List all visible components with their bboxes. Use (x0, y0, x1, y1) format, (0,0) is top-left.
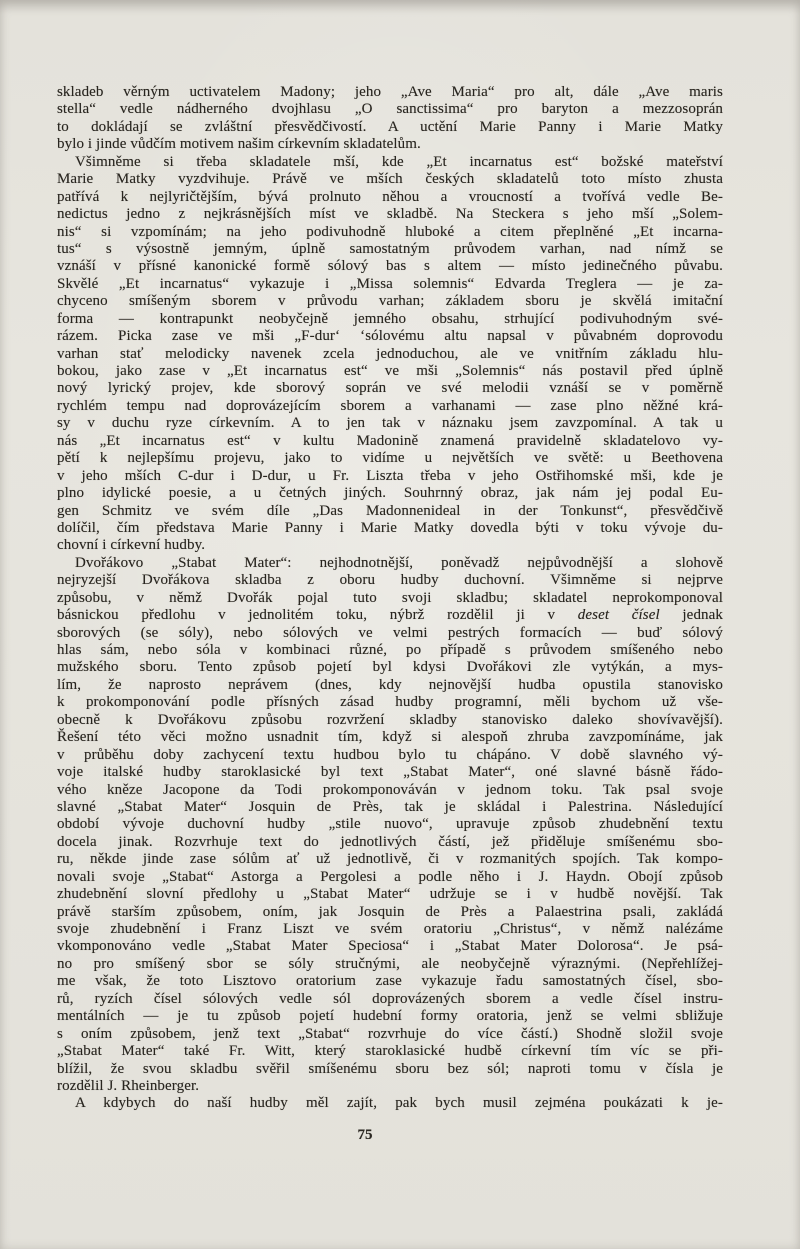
text-line: pětí k nejlepšímu projevu, jako to vidíme u největších ve světě: u Beethovena (57, 450, 723, 467)
text-line: ru, někde jinde zase sólům ať už jednotlivě, či v rozmanitých spojích. Tak kompo- (57, 851, 723, 868)
text-line: mužského sboru. Tento způsob pojetí byl kdysi Dvořákovi zle vytýkán, a mys- (57, 659, 723, 676)
text-line: gen Schmitz ve svém díle „Das Madonnenideal in der Tonkunst“, přesvědčivě (57, 502, 723, 519)
text-line: plno idylické poesie, a u četných jiných. Souhrnný obraz, jak nám jej podal Eu- (57, 485, 723, 502)
text-line: me však, že toto Lisztovo oratorium zase vykazuje řadu samostatných čísel, sbo- (57, 973, 723, 990)
text-line: s oním způsobem, jenž text „Stabat“ rozvrhuje do více částí.) Shodně složil svoje (57, 1025, 723, 1042)
text-line: novali svoje „Stabat“ Astorga a Pergolesi a podle něho i J. Haydn. Obojí způsob (57, 868, 723, 885)
text-line: nový lyrický projev, kde sborový soprán ve své melodii vznáší se v poměrně (57, 380, 723, 397)
text-line: rázem. Picka zase ve mši „F-dur‘ ‘sólovému altu napsal v půvabném doprovodu (57, 328, 723, 345)
text-line: hlas sám, nebo sóla v kombinaci různé, po případě s průvodem smíšeného nebo (57, 642, 723, 658)
text-line: Marie Matky vyzdvihuje. Právě ve mších českých skladatelů toto místo zhusta (57, 171, 723, 188)
text-line: nejryzejší Dvořákova skladba z oboru hudby duchovní. Všimněme si nejprve (57, 572, 723, 589)
text-line: tus“ s výsostně jemným, úplně samostatným průvodem varhan, nad nímž se (57, 240, 723, 257)
text-line: svoje zhudebnění i Franz Liszt ve svém oratoriu „Christus“, v němž nalézáme (57, 921, 723, 937)
text-line: způsobu, v němž Dvořák pojal tuto svoji skladbu; skladatel neprokomponoval (57, 589, 723, 606)
text-line: bylo i jinde vůdčím motivem našim církevním skladatelům. (57, 136, 421, 153)
text-line: skladeb věrným uctivatelem Madony; jeho „Ave Maria“ pro alt, dále „Ave maris (57, 84, 723, 100)
text-line: k prokomponování podle přísných zásad hudby programní, měli bychom už vše- (57, 694, 723, 711)
text-line: „Stabat Mater“ také Fr. Witt, který staroklasické hudbě církevní tím víc se při- (57, 1043, 723, 1060)
text-line: nis“ si vzpomínám; na jeho podivuhodně hluboké a citem přeplněné „Et incarna- (57, 223, 723, 240)
text-line: období vývoje duchovní hudby „stile nuovo“, upravuje způsob zhudebnění textu (57, 816, 723, 833)
text-line: chyceno smíšeným sborem v průvodu varhan; základem sboru je skvělá imitační (57, 293, 723, 310)
text-line: Všimněme si třeba skladatele mší, kde „Et incarnatus est“ božské mateřství (75, 153, 723, 170)
text-line: v průběhu doby zachycení textu hudbou bylo tu chápáno. V době slavného vý- (57, 746, 723, 763)
body-text (57, 84, 723, 1113)
text-line: vkomponováno vedle „Stabat Mater Speciosa“ i „Stabat Mater Dolorosa“. Je psá- (57, 938, 723, 955)
text-line: právě starším způsobem, oním, jak Josquin de Près a Palaestrina psali, zakládá (57, 903, 723, 920)
text-line: Dvořákovo „Stabat Mater“: nejhodnotnější, poněvadž nejpůvodnější a slohově (75, 554, 723, 571)
text-line: docela jinak. Rozvrhuje text do jednotlivých částí, jež přiděluje smíšenému sbo- (57, 833, 723, 850)
text-line: mentálních — je tu způsob pojetí hudební formy oratoria, jenž se velmi sbližuje (57, 1008, 723, 1025)
text-line: sy v duchu ryze církevním. A to jen tak v náznaku jsem zavzpomínal. A tak u (57, 415, 723, 432)
text-line: lím, že naprosto neprávem (dnes, kdy nejnovější hudba opustila stanovisko (57, 676, 723, 693)
text-line: sborových (se sóly), nebo sólových ve velmi pestrých formacích — buď sólový (57, 624, 723, 641)
text-line: básnickou předlohu v jednolitém toku, nýbrž rozdělil ji v deset čísel jednak (57, 607, 724, 624)
text-line: Řešení této věci možno usnadnit tím, když si alespoň zhruba zavzpomínáme, jak (57, 729, 723, 746)
text-line: varhan stať melodicky navenek zcela jednoduchou, ale ve vnitřním základu hlu- (57, 345, 723, 362)
text-line: blížil, že svou skladbu svěřil smíšenému sboru bez sól; naproti tomu v čísla je (57, 1060, 723, 1077)
text-line: dolíčil, čím představa Marie Panny i Marie Matky dovedla býti v toku vývoje du- (57, 519, 723, 536)
text-line: rozdělil J. Rheinberger. (57, 1077, 200, 1094)
text-line: nedictus jedno z nejkrásnějších míst ve skladbě. Na Steckera s jeho mší „Solem- (57, 206, 723, 223)
text-line: v jeho mších C-dur i D-dur, u Fr. Liszta třeba v jeho Ostřihomské mši, kde je (57, 467, 723, 484)
text-line: Skvělé „Et incarnatus“ vykazuje i „Missa solemnis“ Edvarda Treglera — je za- (57, 275, 723, 292)
page-number: 75 (357, 1127, 373, 1143)
text-line: nás „Et incarnatus est“ v kultu Madonině znamená pravidelně skladatelovo vy- (57, 432, 723, 449)
text-line: to dokládají se zvláštní přesvědčivostí. A uctění Marie Panny i Marie Matky (57, 118, 723, 135)
text-line: vznáší v přísné kanonické formě sólový bas s altem — místo jedinečného půvabu. (57, 258, 723, 275)
text-line: obecně k Dvořákovu způsobu rozvržení skladby stanovisko daleko shovívavější). (57, 711, 723, 728)
text-line: bokou, jako zase v „Et incarnatus est“ ve mši „Solemnis“ nás postavil před úplně (57, 363, 723, 379)
text-line: no pro smíšený sbor se sóly stručnými, ale neobyčejně výraznými. (Nepřehlížej- (57, 955, 723, 972)
text-line: zhudebnění slovní předlohy u „Stabat Mater“ udržuje se i v hudbě novější. Tak (57, 886, 723, 903)
text-line: chovní i církevní hudby. (57, 537, 206, 554)
text-line: vého kněze Jacopone da Todi prokomponováván v jednom toku. Tak psal svoje (57, 781, 723, 798)
text-line: rů, ryzích čísel sólových vedle sól doprovázených sborem a vedle čísel instru- (57, 990, 723, 1007)
text-line: A kdybych do naší hudby měl zajít, pak bych musil zejména poukázati k je- (75, 1095, 723, 1112)
text-line: slavné „Stabat Mater“ Josquin de Près, tak je skládal i Palestrina. Následující (57, 798, 723, 815)
text-line: voje italské hudby staroklasické byl text „Stabat Mater“, oné slavné básně řádo- (57, 764, 723, 781)
text-line: rychlém tempu nad doprovázejícím sborem a varhanami — zase plno něžné krá- (57, 397, 723, 414)
text-line: patřívá k nejlyričtějším, bývá prolnuto něhou a vroucností a tvořívá vedle Be- (57, 188, 723, 205)
text-line: forma — kontrapunkt neobyčejně jemného obsahu, strhující podivuhodným své- (57, 310, 723, 327)
text-line: stella“ vedle nádherného dvojhlasu „O sanctissima“ pro baryton a mezzosoprán (57, 101, 723, 118)
